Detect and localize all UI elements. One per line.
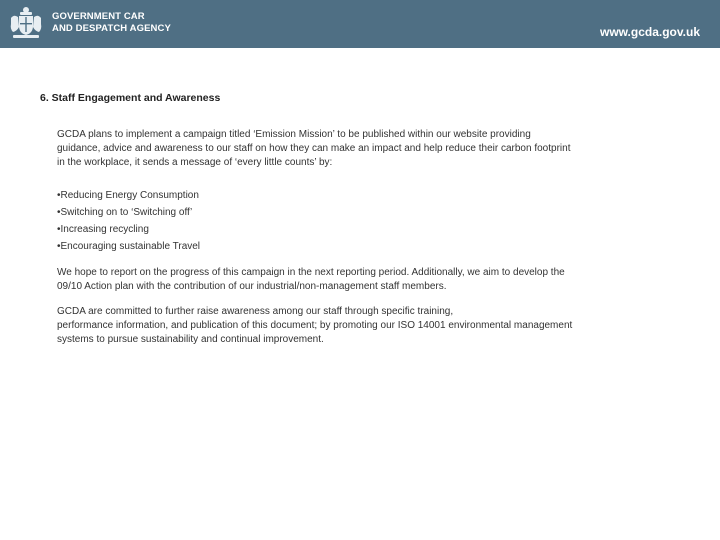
progress-line: 09/10 Action plan with the contribution of our industrial/non-management staff members.: [57, 281, 447, 292]
page-header: [0, 0, 720, 48]
agency-name-line2: AND DESPATCH AGENCY: [52, 23, 171, 34]
progress-paragraph: [57, 266, 637, 294]
campaign-bullet-list: [57, 187, 637, 255]
commitment-paragraph: [57, 305, 637, 347]
intro-line: guidance, advice and awareness to our staff on how they can make an impact and help reduce their carbon footprint: [57, 143, 571, 154]
progress-line: We hope to report on the progress of this campaign in the next reporting period. Additionally, we aim to develop the: [57, 267, 565, 278]
commitment-line: systems to pursue sustainability and continual improvement.: [57, 334, 324, 345]
commitment-line: performance information, and publication of this document; by promoting our ISO 14001 environmental management: [57, 320, 573, 331]
agency-name: [52, 11, 171, 35]
commitment-line: GCDA are committed to further raise awareness among our staff through specific training,: [57, 306, 454, 317]
intro-line: GCDA plans to implement a campaign titled ‘Emission Mission’ to be published within our website providing: [57, 129, 531, 140]
website-url[interactable]: www.gcda.gov.uk: [599, 25, 700, 39]
intro-line: in the workplace, it sends a message of ‘every little counts’ by:: [57, 157, 333, 168]
intro-paragraph: [57, 128, 637, 170]
section-body: [57, 128, 637, 347]
list-item: •Increasing recycling: [57, 224, 149, 235]
list-item: •Reducing Energy Consumption: [57, 190, 199, 201]
list-item: •Switching on to ‘Switching off’: [57, 207, 193, 218]
section-title: 6. Staff Engagement and Awareness: [40, 92, 221, 104]
list-item: •Encouraging sustainable Travel: [57, 241, 201, 252]
agency-name-line1: GOVERNMENT CAR: [52, 11, 145, 22]
royal-crest-icon: [8, 6, 44, 40]
